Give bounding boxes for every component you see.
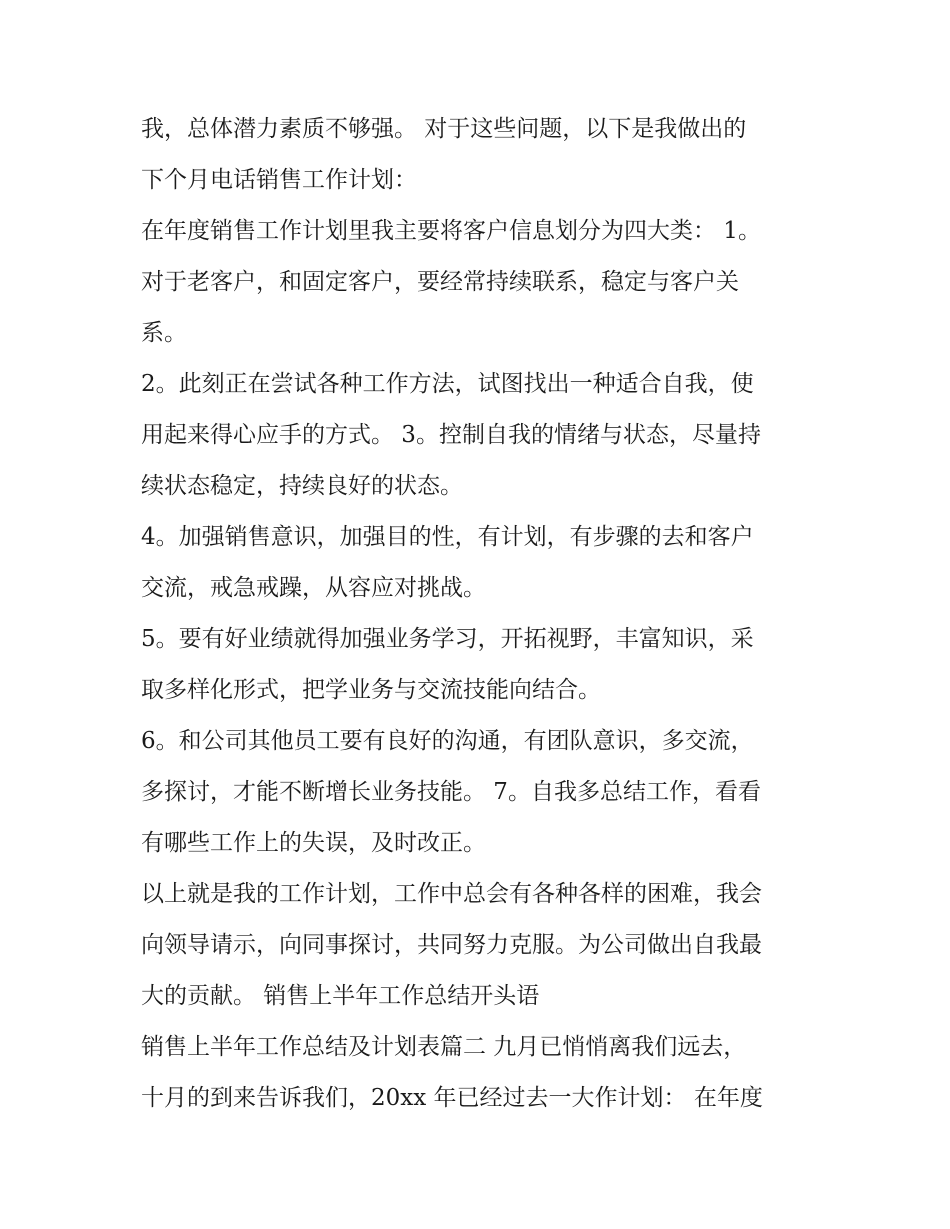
document-body [141, 104, 831, 1124]
text-line: 取多样化形式，把学业务与交流技能向结合。 [141, 677, 601, 703]
text-line: 用起来得心应手的方式。 3。控制自我的情绪与状态，尽量持 [141, 422, 761, 448]
text-line: 6。和公司其他员工要有良好的沟通，有团队意识，多交流， [141, 728, 754, 754]
text-line: 向领导请示，向同事探讨，共同努力克服。为公司做出自我最 [141, 932, 762, 958]
text-line: 我，总体潜力素质不够强。 对于这些问题，以下是我做出的 [141, 116, 747, 142]
text-line: 4。加强销售意识，加强目的性，有计划，有步骤的去和客户 [141, 524, 754, 550]
text-line: 十月的到来告诉我们，20xx 年已经过去一大作计划： 在年度 [141, 1085, 763, 1111]
text-line: 以上就是我的工作计划，工作中总会有各种各样的困难，我会 [141, 881, 762, 907]
text-line: 下个月电话销售工作计划： [141, 167, 417, 193]
text-line: 大的贡献。 销售上半年工作总结开头语 [141, 983, 540, 1009]
text-line: 2。此刻正在尝试各种工作方法，试图找出一种适合自我，使 [141, 371, 754, 397]
text-line: 交流，戒急戒躁，从容应对挑战。 [141, 575, 486, 601]
text-line: 对于老客户，和固定客户，要经常持续联系，稳定与客户关 [141, 269, 739, 295]
text-line: 系。 [141, 320, 187, 346]
text-line: 续状态稳定，持续良好的状态。 [141, 473, 463, 499]
text-line: 多探讨，才能不断增长业务技能。 7。自我多总结工作，看看 [141, 779, 761, 805]
text-line: 销售上半年工作总结及计划表篇二 九月已悄悄离我们远去， [141, 1034, 747, 1060]
text-line: 在年度销售工作计划里我主要将客户信息划分为四大类： 1。 [141, 218, 761, 244]
text-line: 5。要有好业绩就得加强业务学习，开拓视野，丰富知识，采 [141, 626, 754, 652]
text-line: 有哪些工作上的失误，及时改正。 [141, 830, 486, 856]
